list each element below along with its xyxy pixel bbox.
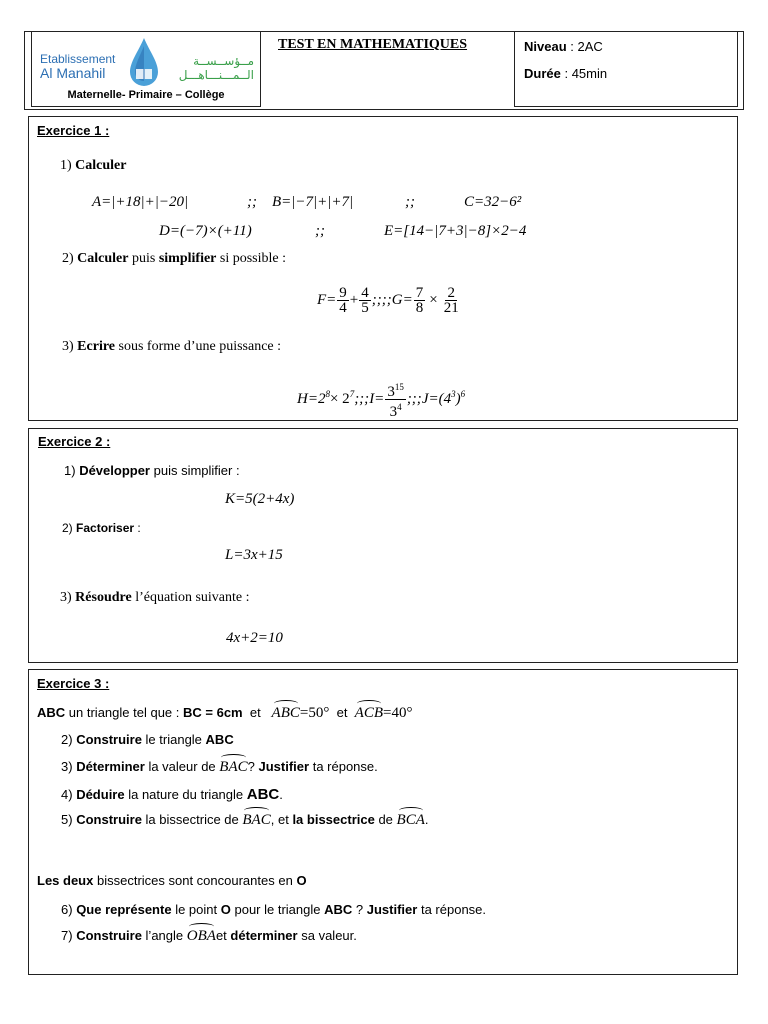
logo-text-latin: Etablissement Al Manahil [40,52,116,81]
info-box [514,31,738,107]
expr-C: C=32−6² [464,194,522,210]
sep-2: ;; [405,194,415,210]
ex1-q3: 3) Ecrire sous forme d’une puissance : [62,339,282,354]
exercise-3-title: Exercice 3 : [37,676,110,691]
equation: 4x+2=10 [226,630,283,646]
expr-K: K=5(2+4x) [225,491,295,507]
ex2-q3: 3) Résoudre l’équation suivante : [60,590,250,605]
sep-1: ;; [247,194,257,210]
expr-L: L=3x+15 [225,547,283,563]
exercise-2-box [28,428,738,663]
expr-E: E=[14−|7+3|−8]×2−4 [384,223,527,239]
expr-B: B=|−7|+|+7| [272,194,354,210]
ex3-q7: 7) Construire l’angle OBAet déterminer sa valeur. [61,928,357,944]
ex3-intro: ABC un triangle tel que : BC = 6cm et ABC=50° et ACB=40° [37,705,413,721]
logo-box [31,31,261,107]
duree-line: Durée : 45min [524,66,608,81]
exercise-1-box [28,116,738,421]
school-levels: Maternelle- Primaire – Collège [67,89,225,101]
exercise-3-box [28,669,738,975]
ex2-q1: 1) Développer puis simplifier : [64,463,240,478]
ex3-q4: 4) Déduire la nature du triangle ABC. [61,786,283,803]
niveau-line: Niveau : 2AC [524,39,603,54]
exercise-1-title: Exercice 1 : [37,123,110,138]
expr-A: A=|+18|+|−20| [92,194,189,210]
ex1-q1: 1) Calculer [60,158,127,173]
drop-logo-icon [126,36,162,90]
ex3-q3: 3) Déterminer la valeur de BAC? Justifier ta réponse. [61,759,378,775]
ex3-q2: 2) Construire le triangle ABC [61,732,234,747]
ex3-statement: Les deux bissectrices sont concourantes en O [37,873,307,888]
expr-H-I-J: $H=2^8\times$ $2^7;;;I=$ $\frac{3^{15}}{3^4}$ $;;;J=(4^3)^6$ [297,382,466,420]
ex2-q2: 2) Factoriser : [62,521,141,535]
ex1-q2: 2) Calculer puis simplifier si possible : [62,251,287,266]
expr-D: D=(−7)×(+11) [159,223,252,239]
test-title: TEST EN MATHEMATIQUES [278,37,468,52]
sep-3: ;; [315,223,325,239]
expr-F-G: F= $\frac{9}{4}$ + $\frac{4}{5}$ ;;;;G= $\frac{7}{8}$ × $\frac{2}{21}$ [317,285,459,316]
ex3-q6: 6) Que représente le point O pour le triangle ABC ? Justifier ta réponse. [61,902,487,917]
logo-text-arabic: مــؤســســة الــمـــنـــاهـــل [178,54,254,82]
exercise-2-title: Exercice 2 : [38,434,111,449]
ex3-q5: 5) Construire la bissectrice de BAC, et la bissectrice de BCA. [61,812,429,828]
